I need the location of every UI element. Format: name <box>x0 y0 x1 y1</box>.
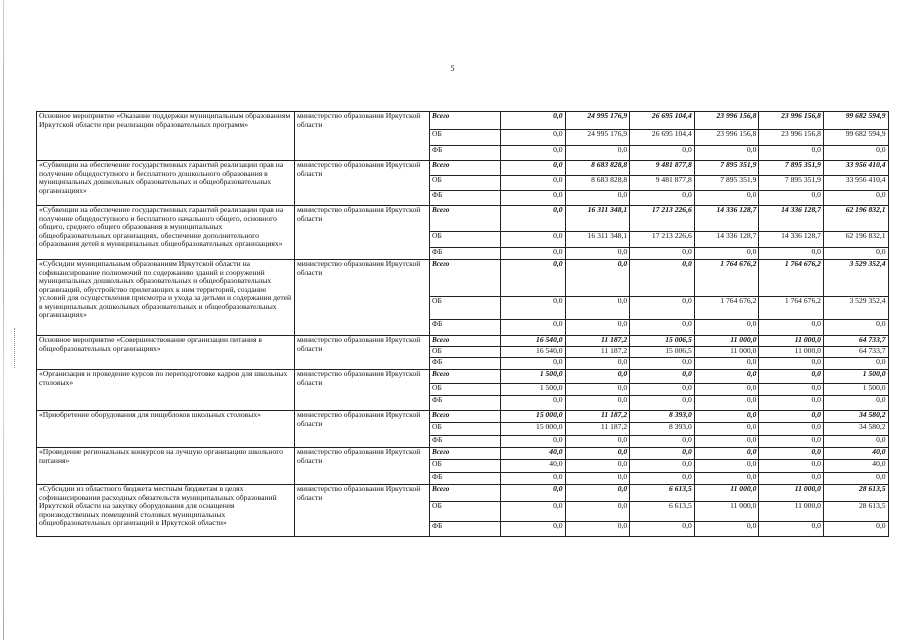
year-amount-cell: 0,0 <box>565 473 630 485</box>
budget-table <box>36 111 889 537</box>
year-amount-cell: 11 000,0 <box>694 347 759 358</box>
funding-source-cell: ОБ <box>430 423 501 436</box>
activity-name-cell: «Субвенции на обеспечение государственных гарантий реализации прав на получение общедоступного и бесплатного начального общего, основного общего, среднего общего образования в муниципальных общеобразовательных организациях, обеспечение дополнительного образования детей в муниципальных общеобразовательных организациях» <box>37 206 295 260</box>
funding-source-cell: Всего <box>430 336 501 347</box>
total-amount-cell: 0,0 <box>823 358 888 370</box>
total-amount-cell: 34 580,2 <box>823 423 888 436</box>
year-amount-cell: 7 895 351,9 <box>759 161 824 176</box>
year-amount-cell: 0,0 <box>630 320 695 336</box>
year-amount-cell: 26 695 104,4 <box>630 112 695 130</box>
year-amount-cell: 0,0 <box>501 206 566 232</box>
year-amount-cell: 0,0 <box>565 358 630 370</box>
year-amount-cell: 0,0 <box>694 460 759 473</box>
funding-source-cell: ФБ <box>430 146 501 161</box>
year-amount-cell: 0,0 <box>501 176 566 191</box>
year-amount-cell: 0,0 <box>501 130 566 146</box>
year-amount-cell: 0,0 <box>630 448 695 460</box>
year-amount-cell: 0,0 <box>565 396 630 411</box>
year-amount-cell: 0,0 <box>565 522 630 537</box>
year-amount-cell: 1 500,0 <box>501 370 566 384</box>
year-amount-cell: 0,0 <box>694 396 759 411</box>
year-amount-cell: 0,0 <box>759 436 824 448</box>
year-amount-cell: 40,0 <box>501 448 566 460</box>
year-amount-cell: 0,0 <box>694 248 759 260</box>
year-amount-cell: 11 187,2 <box>565 347 630 358</box>
year-amount-cell: 0,0 <box>694 384 759 396</box>
funding-source-cell: ОБ <box>430 176 501 191</box>
total-amount-cell: 1 500,0 <box>823 384 888 396</box>
year-amount-cell: 0,0 <box>501 320 566 336</box>
total-amount-cell: 3 529 352,4 <box>823 297 888 320</box>
year-amount-cell: 0,0 <box>759 320 824 336</box>
total-amount-cell: 99 682 594,9 <box>823 112 888 130</box>
year-amount-cell: 0,0 <box>565 448 630 460</box>
year-amount-cell: 0,0 <box>501 146 566 161</box>
year-amount-cell: 1 500,0 <box>501 384 566 396</box>
year-amount-cell: 24 995 176,9 <box>565 112 630 130</box>
year-amount-cell: 0,0 <box>694 146 759 161</box>
executor-cell: министерство образования Иркутской области <box>295 260 430 336</box>
total-amount-cell: 1 500,0 <box>823 370 888 384</box>
year-amount-cell: 0,0 <box>694 423 759 436</box>
year-amount-cell: 0,0 <box>694 473 759 485</box>
year-amount-cell: 0,0 <box>565 320 630 336</box>
funding-source-cell: ФБ <box>430 436 501 448</box>
year-amount-cell: 0,0 <box>694 370 759 384</box>
total-amount-cell: 64 733,7 <box>823 336 888 347</box>
year-amount-cell: 0,0 <box>565 485 630 502</box>
year-amount-cell: 0,0 <box>694 522 759 537</box>
year-amount-cell: 16 311 348,1 <box>565 206 630 232</box>
year-amount-cell: 1 764 676,2 <box>759 297 824 320</box>
total-amount-cell: 0,0 <box>823 146 888 161</box>
year-amount-cell: 14 336 128,7 <box>759 232 824 248</box>
activity-name-cell: Основное мероприятие «Совершенствование организации питания в общеобразовательных организациях» <box>37 336 295 370</box>
year-amount-cell: 0,0 <box>501 485 566 502</box>
year-amount-cell: 0,0 <box>759 370 824 384</box>
year-amount-cell: 16 311 348,1 <box>565 232 630 248</box>
year-amount-cell: 0,0 <box>694 191 759 206</box>
year-amount-cell: 0,0 <box>630 297 695 320</box>
table-row <box>37 485 889 502</box>
year-amount-cell: 0,0 <box>565 260 630 297</box>
year-amount-cell: 0,0 <box>759 146 824 161</box>
year-amount-cell: 0,0 <box>501 161 566 176</box>
total-amount-cell: 28 613,5 <box>823 502 888 522</box>
total-amount-cell: 62 196 832,1 <box>823 232 888 248</box>
year-amount-cell: 0,0 <box>630 146 695 161</box>
table-row <box>37 448 889 460</box>
total-amount-cell: 0,0 <box>823 522 888 537</box>
table-row <box>37 411 889 423</box>
total-amount-cell: 28 613,5 <box>823 485 888 502</box>
year-amount-cell: 0,0 <box>694 411 759 423</box>
total-amount-cell: 0,0 <box>823 320 888 336</box>
year-amount-cell: 0,0 <box>694 436 759 448</box>
year-amount-cell: 0,0 <box>630 384 695 396</box>
year-amount-cell: 0,0 <box>759 396 824 411</box>
year-amount-cell: 1 764 676,2 <box>694 297 759 320</box>
total-amount-cell: 33 956 410,4 <box>823 176 888 191</box>
funding-source-cell: ФБ <box>430 473 501 485</box>
year-amount-cell: 0,0 <box>694 448 759 460</box>
year-amount-cell: 0,0 <box>501 191 566 206</box>
year-amount-cell: 0,0 <box>759 448 824 460</box>
year-amount-cell: 0,0 <box>501 502 566 522</box>
funding-source-cell: ФБ <box>430 358 501 370</box>
funding-source-cell: Всего <box>430 260 501 297</box>
total-amount-cell: 40,0 <box>823 448 888 460</box>
funding-source-cell: ОБ <box>430 130 501 146</box>
funding-source-cell: ФБ <box>430 248 501 260</box>
executor-cell: министерство образования Иркутской области <box>295 206 430 260</box>
year-amount-cell: 0,0 <box>630 260 695 297</box>
year-amount-cell: 7 895 351,9 <box>694 161 759 176</box>
year-amount-cell: 0,0 <box>630 473 695 485</box>
total-amount-cell: 34 580,2 <box>823 411 888 423</box>
executor-cell: министерство образования Иркутской области <box>295 485 430 537</box>
funding-source-cell: ОБ <box>430 297 501 320</box>
year-amount-cell: 23 996 156,8 <box>759 112 824 130</box>
year-amount-cell: 0,0 <box>630 460 695 473</box>
funding-source-cell: Всего <box>430 206 501 232</box>
year-amount-cell: 11 000,0 <box>694 502 759 522</box>
year-amount-cell: 0,0 <box>694 320 759 336</box>
executor-cell: министерство образования Иркутской области <box>295 112 430 161</box>
total-amount-cell: 0,0 <box>823 473 888 485</box>
total-amount-cell: 62 196 832,1 <box>823 206 888 232</box>
scan-edge-shadow <box>3 0 4 640</box>
activity-name-cell: «Субвенции на обеспечение государственных гарантий реализации прав на получение общедоступного и бесплатного дошкольного образования в муниципальных дошкольных образовательных и общеобразовательных организациях» <box>37 161 295 206</box>
activity-name-cell: Основное мероприятие «Оказание поддержки муниципальным образованиям Иркутской области при реализации образовательных программ» <box>37 112 295 161</box>
executor-cell: министерство образования Иркутской области <box>295 411 430 448</box>
year-amount-cell: 0,0 <box>501 473 566 485</box>
year-amount-cell: 0,0 <box>694 358 759 370</box>
year-amount-cell: 0,0 <box>565 502 630 522</box>
year-amount-cell: 0,0 <box>501 112 566 130</box>
funding-source-cell: Всего <box>430 448 501 460</box>
year-amount-cell: 26 695 104,4 <box>630 130 695 146</box>
funding-source-cell: ОБ <box>430 232 501 248</box>
year-amount-cell: 11 187,2 <box>565 336 630 347</box>
year-amount-cell: 0,0 <box>501 358 566 370</box>
year-amount-cell: 0,0 <box>630 522 695 537</box>
year-amount-cell: 0,0 <box>565 146 630 161</box>
year-amount-cell: 0,0 <box>630 248 695 260</box>
year-amount-cell: 0,0 <box>501 248 566 260</box>
year-amount-cell: 0,0 <box>565 191 630 206</box>
funding-source-cell: ФБ <box>430 396 501 411</box>
year-amount-cell: 0,0 <box>759 358 824 370</box>
year-amount-cell: 0,0 <box>759 411 824 423</box>
activity-name-cell: «Субсидии муниципальным образованиям Иркутской области на софинансирование полномочий по содержанию зданий и сооружений муниципальных дошкольных образовательных и общеобразовательных организаций, обустройство прилегающих к ним территорий, создание условий для осуществления присмотра и ухода за детьми и содержания детей в муниципальных дошкольных образовательных и общеобразовательных организациях» <box>37 260 295 336</box>
year-amount-cell: 0,0 <box>759 473 824 485</box>
year-amount-cell: 11 187,2 <box>565 411 630 423</box>
funding-source-cell: ОБ <box>430 460 501 473</box>
funding-source-cell: Всего <box>430 161 501 176</box>
total-amount-cell: 33 956 410,4 <box>823 161 888 176</box>
year-amount-cell: 6 613,5 <box>630 485 695 502</box>
year-amount-cell: 40,0 <box>501 460 566 473</box>
year-amount-cell: 0,0 <box>565 436 630 448</box>
year-amount-cell: 0,0 <box>501 297 566 320</box>
year-amount-cell: 0,0 <box>630 396 695 411</box>
year-amount-cell: 11 000,0 <box>694 485 759 502</box>
year-amount-cell: 0,0 <box>759 460 824 473</box>
table-row <box>37 260 889 297</box>
funding-source-cell: ФБ <box>430 522 501 537</box>
year-amount-cell: 8 683 828,8 <box>565 176 630 191</box>
year-amount-cell: 15 006,5 <box>630 347 695 358</box>
executor-cell: министерство образования Иркутской области <box>295 370 430 411</box>
activity-name-cell: «Приобретение оборудования для пищеблоков школьных столовых» <box>37 411 295 448</box>
year-amount-cell: 24 995 176,9 <box>565 130 630 146</box>
total-amount-cell: 0,0 <box>823 248 888 260</box>
year-amount-cell: 0,0 <box>630 358 695 370</box>
table-row <box>37 370 889 384</box>
funding-source-cell: ОБ <box>430 384 501 396</box>
year-amount-cell: 0,0 <box>501 232 566 248</box>
year-amount-cell: 9 481 877,8 <box>630 176 695 191</box>
funding-source-cell: ОБ <box>430 502 501 522</box>
year-amount-cell: 7 895 351,9 <box>694 176 759 191</box>
funding-source-cell: ФБ <box>430 191 501 206</box>
funding-source-cell: ОБ <box>430 347 501 358</box>
year-amount-cell: 0,0 <box>759 384 824 396</box>
budget-table-body <box>37 112 889 537</box>
executor-cell: министерство образования Иркутской области <box>295 336 430 370</box>
year-amount-cell: 8 393,0 <box>630 411 695 423</box>
year-amount-cell: 14 336 128,7 <box>694 206 759 232</box>
page-number: 5 <box>450 64 455 73</box>
year-amount-cell: 11 187,2 <box>565 423 630 436</box>
table-row <box>37 112 889 130</box>
year-amount-cell: 23 996 156,8 <box>694 112 759 130</box>
funding-source-cell: Всего <box>430 112 501 130</box>
activity-name-cell: «Проведение региональных конкурсов на лучшую организацию школьного питания» <box>37 448 295 485</box>
table-row <box>37 336 889 347</box>
total-amount-cell: 3 529 352,4 <box>823 260 888 297</box>
year-amount-cell: 11 000,0 <box>759 502 824 522</box>
year-amount-cell: 17 213 226,6 <box>630 206 695 232</box>
funding-source-cell: Всего <box>430 370 501 384</box>
total-amount-cell: 99 682 594,9 <box>823 130 888 146</box>
total-amount-cell: 0,0 <box>823 436 888 448</box>
year-amount-cell: 8 683 828,8 <box>565 161 630 176</box>
year-amount-cell: 11 000,0 <box>759 347 824 358</box>
year-amount-cell: 0,0 <box>565 370 630 384</box>
table-row <box>37 161 889 176</box>
funding-source-cell: Всего <box>430 485 501 502</box>
total-amount-cell: 64 733,7 <box>823 347 888 358</box>
year-amount-cell: 0,0 <box>565 384 630 396</box>
year-amount-cell: 0,0 <box>630 370 695 384</box>
activity-name-cell: «Организация и проведение курсов по переподготовке кадров для школьных столовых» <box>37 370 295 411</box>
year-amount-cell: 0,0 <box>501 260 566 297</box>
year-amount-cell: 0,0 <box>501 522 566 537</box>
year-amount-cell: 0,0 <box>501 396 566 411</box>
year-amount-cell: 9 481 877,8 <box>630 161 695 176</box>
funding-source-cell: ФБ <box>430 320 501 336</box>
year-amount-cell: 14 336 128,7 <box>694 232 759 248</box>
year-amount-cell: 23 996 156,8 <box>759 130 824 146</box>
total-amount-cell: 40,0 <box>823 460 888 473</box>
year-amount-cell: 0,0 <box>501 436 566 448</box>
year-amount-cell: 0,0 <box>759 423 824 436</box>
year-amount-cell: 11 000,0 <box>759 336 824 347</box>
scan-artifact <box>14 328 16 368</box>
year-amount-cell: 0,0 <box>565 248 630 260</box>
year-amount-cell: 16 540,0 <box>501 336 566 347</box>
year-amount-cell: 23 996 156,8 <box>694 130 759 146</box>
year-amount-cell: 14 336 128,7 <box>759 206 824 232</box>
year-amount-cell: 0,0 <box>565 297 630 320</box>
year-amount-cell: 15 006,5 <box>630 336 695 347</box>
year-amount-cell: 8 393,0 <box>630 423 695 436</box>
year-amount-cell: 0,0 <box>759 522 824 537</box>
year-amount-cell: 15 000,0 <box>501 423 566 436</box>
year-amount-cell: 6 613,5 <box>630 502 695 522</box>
year-amount-cell: 16 540,0 <box>501 347 566 358</box>
year-amount-cell: 11 000,0 <box>759 485 824 502</box>
executor-cell: министерство образования Иркутской области <box>295 448 430 485</box>
year-amount-cell: 11 000,0 <box>694 336 759 347</box>
table-row <box>37 206 889 232</box>
total-amount-cell: 0,0 <box>823 191 888 206</box>
year-amount-cell: 0,0 <box>565 460 630 473</box>
year-amount-cell: 1 764 676,2 <box>759 260 824 297</box>
year-amount-cell: 0,0 <box>630 436 695 448</box>
executor-cell: министерство образования Иркутской области <box>295 161 430 206</box>
total-amount-cell: 0,0 <box>823 396 888 411</box>
year-amount-cell: 7 895 351,9 <box>759 176 824 191</box>
year-amount-cell: 17 213 226,6 <box>630 232 695 248</box>
year-amount-cell: 0,0 <box>759 191 824 206</box>
year-amount-cell: 0,0 <box>630 191 695 206</box>
year-amount-cell: 15 000,0 <box>501 411 566 423</box>
year-amount-cell: 0,0 <box>759 248 824 260</box>
year-amount-cell: 1 764 676,2 <box>694 260 759 297</box>
activity-name-cell: «Субсидии из областного бюджета местным бюджетам в целях софинансирования расходных обязательств муниципальных образований Иркутской области на закупку оборудования для оснащения производственных помещений столовых муниципальных общеобразовательных организаций в Иркутской области» <box>37 485 295 537</box>
funding-source-cell: Всего <box>430 411 501 423</box>
